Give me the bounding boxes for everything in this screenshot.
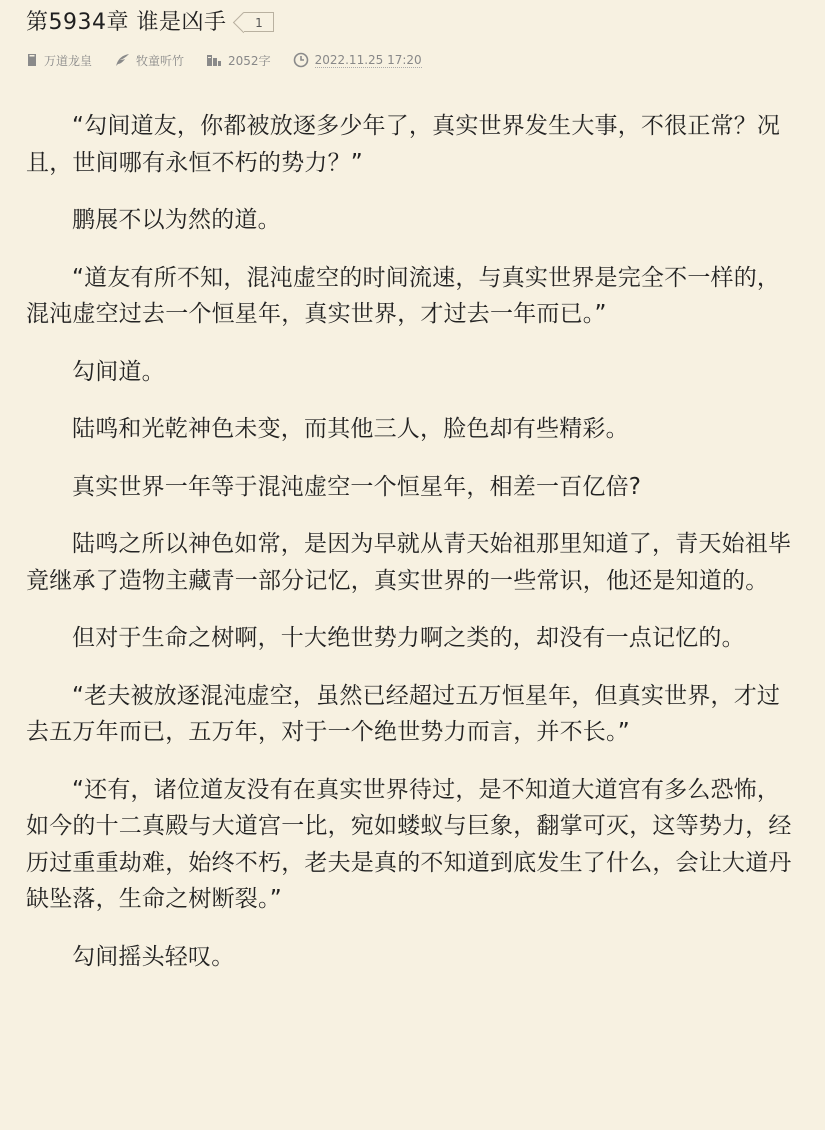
chapter-content — [26, 108, 801, 975]
paragraph: 但对于生命之树啊，十大绝世势力啊之类的，却没有一点记忆的。 — [72, 625, 745, 651]
paragraph: 真实世界一年等于混沌虚空一个恒星年，相差一百亿倍? — [72, 473, 642, 500]
paragraph: 陆鸣之所以神色如常，是因为早就从青天始祖那里知道了，青天始祖毕竟继承了造物主藏青一部分记忆，真实世界的一些常识，他还是知道的。 — [26, 531, 792, 594]
book-icon — [26, 53, 44, 67]
paragraph: “还有，诸位道友没有在真实世界待过，是不知道大道宫有多么恐怖，如今的十二真殿与大道宫一比，宛如蝼蚁与巨象，翻掌可灭，这等势力，经历过重重劫难，始终不朽，老夫是真的不知道到底发生了什么，会让大道丹缺坠落，生命之树断裂。” — [26, 776, 792, 912]
paragraph: 勾间道。 — [72, 358, 165, 385]
book-name: 万道龙皇 — [44, 53, 93, 68]
chapter-meta — [26, 50, 801, 70]
paragraph: “勾间道友，你都被放逐多少年了，真实世界发生大事，不很正常？况且，世间哪有永恒不朽的势力？” — [26, 113, 781, 176]
clock-icon — [293, 52, 315, 68]
stack-icon — [206, 53, 228, 67]
chapter-header — [26, 0, 801, 52]
quill-icon — [114, 53, 136, 67]
author-name: 牧童听竹 — [136, 53, 185, 68]
author-link[interactable] — [114, 52, 184, 69]
publish-time — [293, 52, 422, 68]
chapter-title: 第5934章 谁是凶手 — [26, 10, 227, 35]
paragraph: 勾间摇头轻叹。 — [72, 943, 235, 970]
book-link[interactable] — [26, 52, 92, 69]
paragraph: “老夫被放逐混沌虚空，虽然已经超过五万恒星年，但真实世界，才过去五万年而已，五万年，对于一个绝世势力而言，并不长。” — [26, 682, 781, 745]
paragraph: 陆鸣和光乾神色未变，而其他三人，脸色却有些精彩。 — [72, 416, 629, 442]
word-count — [206, 52, 271, 69]
paragraph: “道友有所不知，混沌虚空的时间流速，与真实世界是完全不一样的，混沌虚空过去一个恒星年，真实世界，才过去一年而已。” — [26, 264, 781, 327]
comment-count-badge[interactable]: 1 — [244, 12, 274, 32]
word-count-value: 2052字 — [228, 53, 271, 68]
paragraph: 鹏展不以为然的道。 — [72, 207, 281, 233]
publish-time-value: 2022.11.25 17:20 — [314, 52, 422, 67]
